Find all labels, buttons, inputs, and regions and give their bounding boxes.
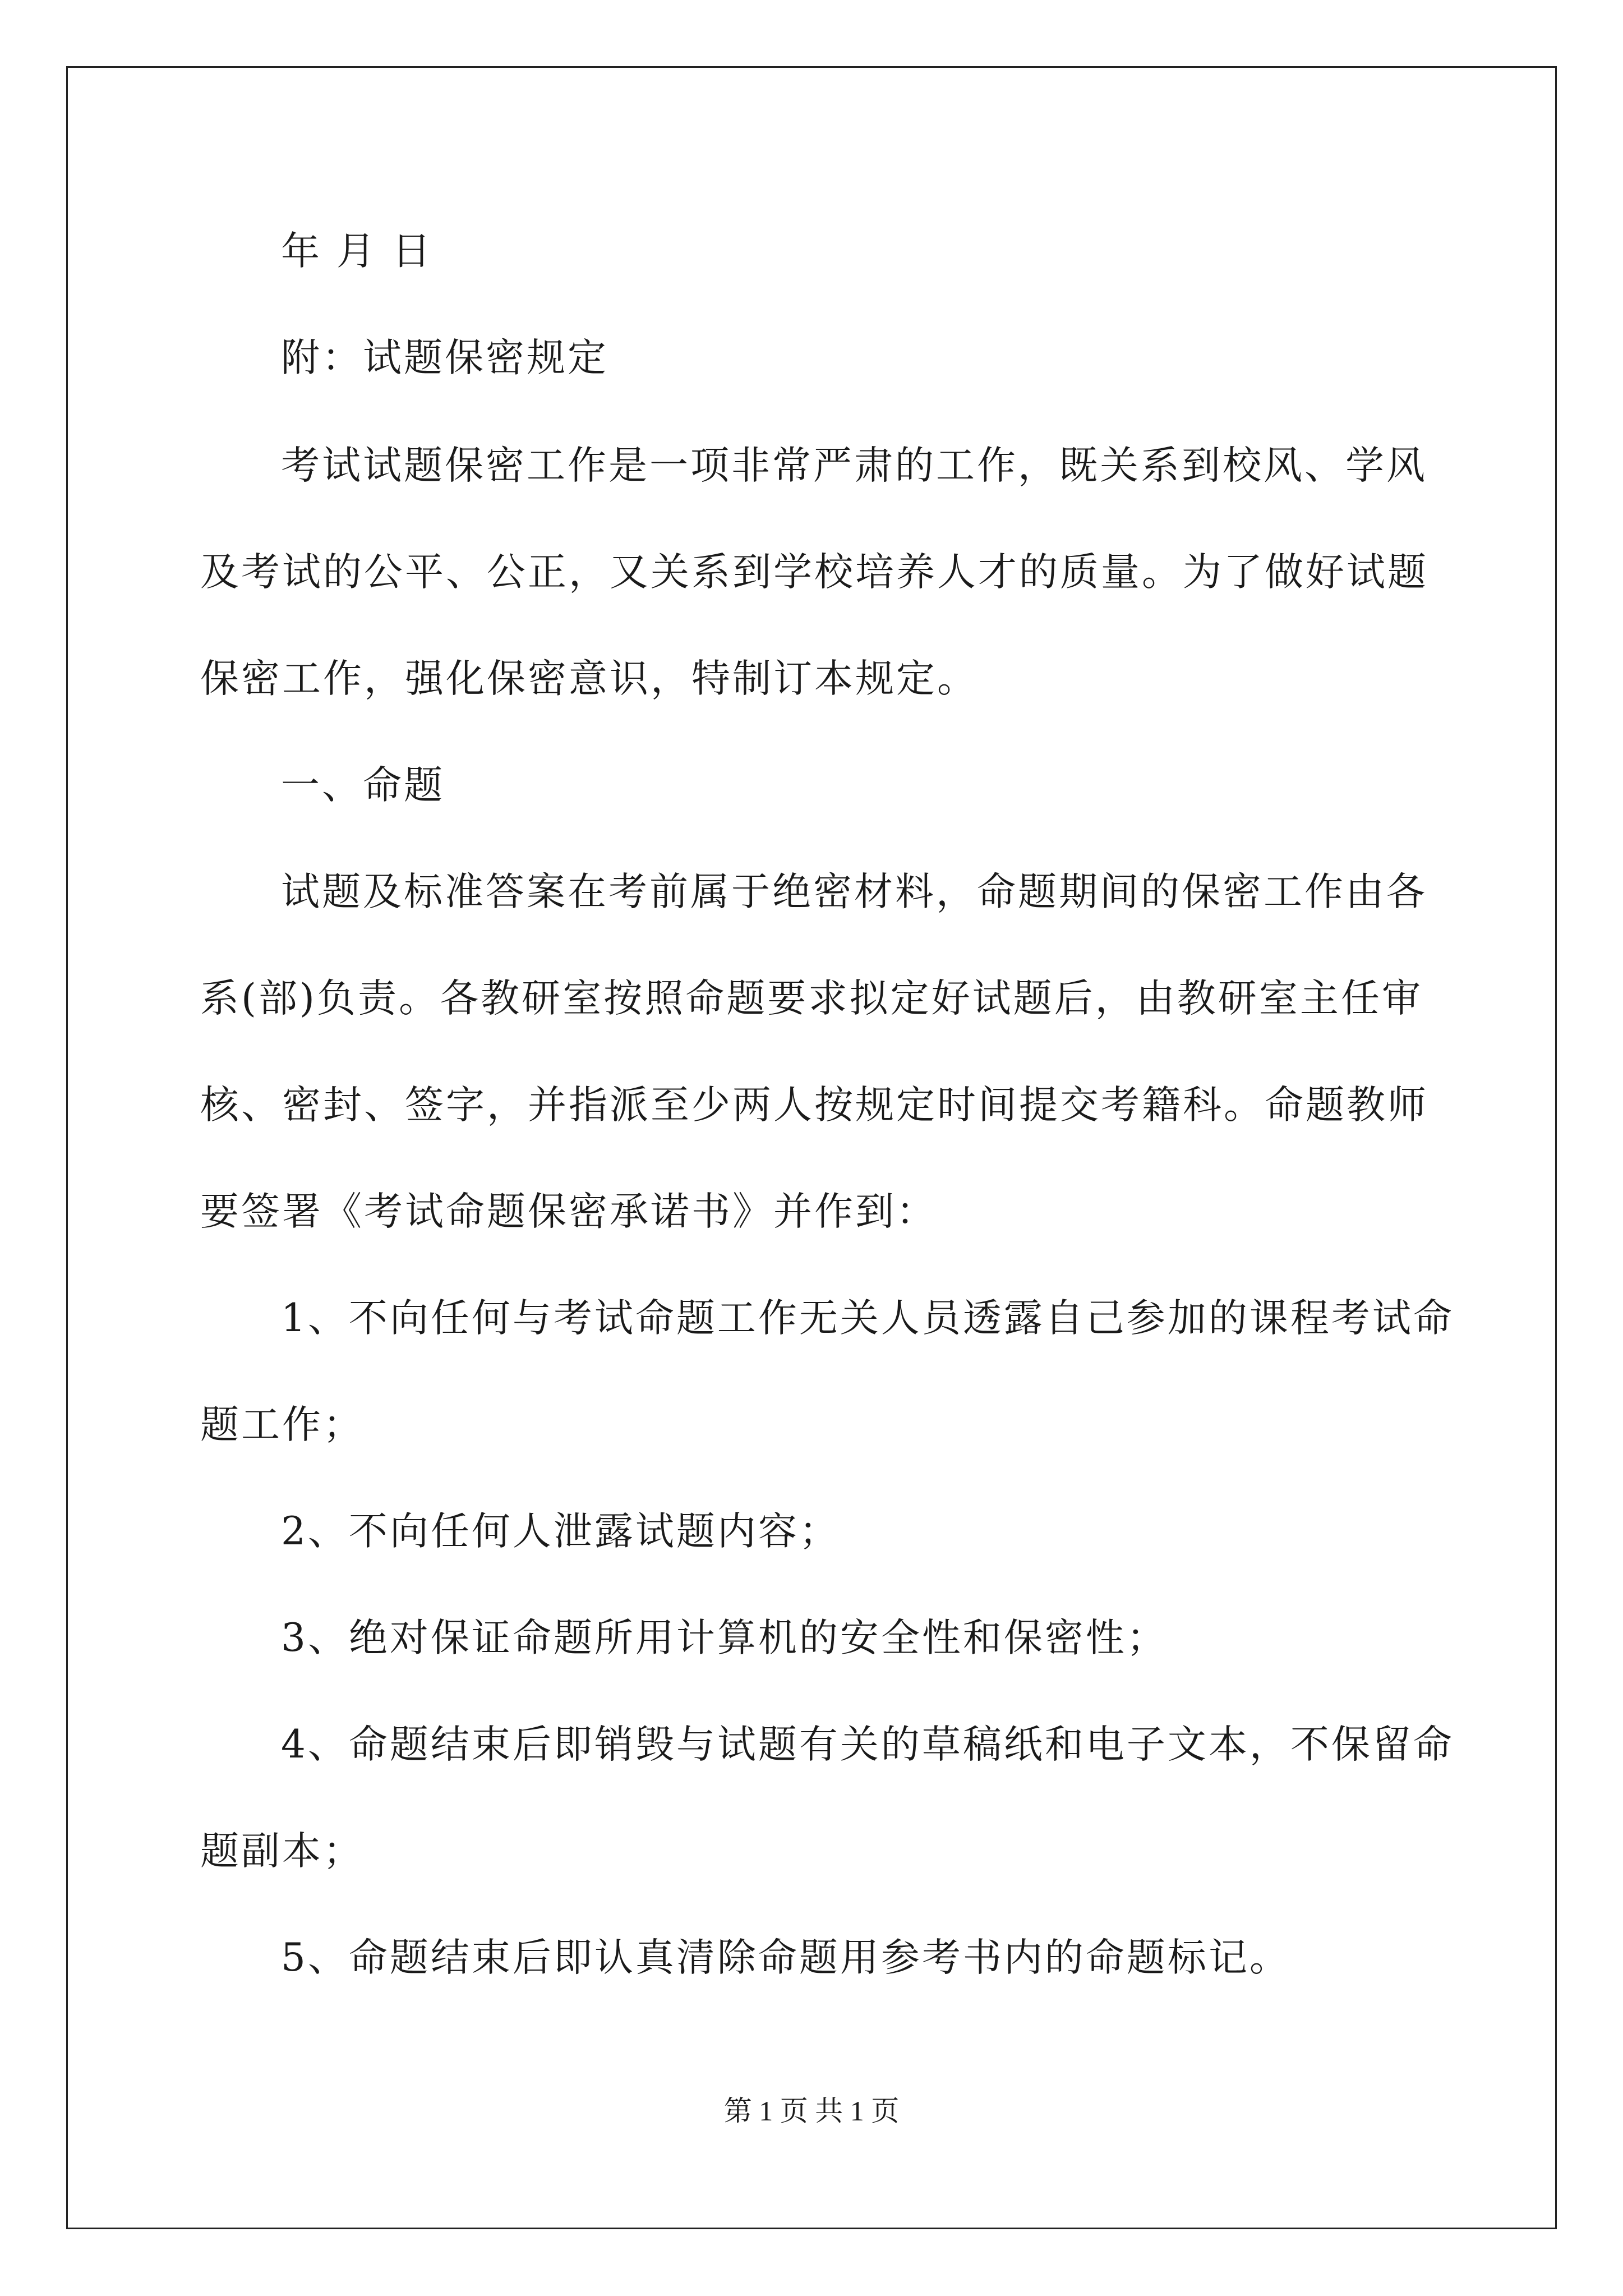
page-footer: 第 1 页 共 1 页 <box>723 2095 900 2127</box>
date-line: 年 月 日 <box>281 229 433 274</box>
attachment-title: 附：试题保密规定 <box>281 335 608 380</box>
paragraph-line: 核、密封、签字，并指派至少两人按规定时间提交考籍科。命题教师 <box>200 1083 1428 1128</box>
list-item-continuation: 题副本； <box>200 1829 364 1874</box>
page-border <box>66 66 1557 2229</box>
list-item: 1、不向任何与考试命题工作无关人员透露自己参加的课程考试命 <box>281 1296 1454 1341</box>
paragraph-line: 要签署《考试命题保密承诺书》并作到： <box>200 1189 937 1234</box>
paragraph-line: 保密工作，强化保密意识，特制订本规定。 <box>200 656 978 701</box>
paragraph-line: 试题及标准答案在考前属于绝密材料，命题期间的保密工作由各 <box>281 869 1427 914</box>
list-item: 3、绝对保证命题所用计算机的安全性和保密性； <box>281 1616 1168 1660</box>
list-item: 2、不向任何人泄露试题内容； <box>281 1509 840 1554</box>
list-item: 4、命题结束后即销毁与试题有关的草稿纸和电子文本，不保留命 <box>281 1722 1454 1767</box>
section-heading: 一、命题 <box>281 763 445 808</box>
paragraph-line: 考试试题保密工作是一项非常严肃的工作，既关系到校风、学风 <box>281 443 1427 488</box>
paragraph-line: 及考试的公平、公正，又关系到学校培养人才的质量。为了做好试题 <box>200 550 1428 595</box>
list-item: 5、命题结束后即认真清除命题用参考书内的命题标记。 <box>281 1935 1290 1980</box>
list-item-continuation: 题工作； <box>200 1402 364 1447</box>
paragraph-line: 系(部)负责。各教研室按照命题要求拟定好试题后，由教研室主任审 <box>200 976 1423 1021</box>
